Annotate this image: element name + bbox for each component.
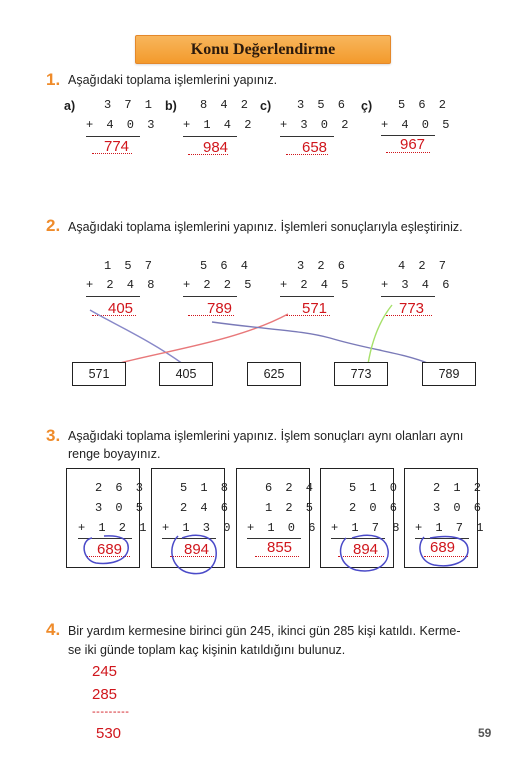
addend-top: 3 2 6 <box>297 259 349 273</box>
row-2: 2 0 6 <box>349 501 401 515</box>
answer: 789 <box>207 300 233 317</box>
page-number: 59 <box>478 726 492 740</box>
row-3: + 1 7 1 <box>415 521 487 535</box>
answer: 774 <box>104 138 130 155</box>
q1-instruction: Aşağıdaki toplama işlemlerini yapınız. <box>68 73 278 87</box>
answer: 689 <box>97 541 123 558</box>
row-2: 3 0 5 <box>95 501 147 515</box>
addend-bottom: + 4 0 3 <box>86 118 158 132</box>
circle-894-b <box>341 535 389 571</box>
work-line: --------- <box>92 706 130 718</box>
row-3: + 1 0 6 <box>247 521 319 535</box>
answer: 689 <box>430 539 456 556</box>
answer: 984 <box>203 139 229 156</box>
page-title: Konu Değerlendirme <box>135 35 391 64</box>
addend-top: 1 5 7 <box>104 259 156 273</box>
row-3: + 1 2 1 <box>78 521 150 535</box>
q1-number: 1. <box>46 70 61 89</box>
addend-top: 4 2 7 <box>398 259 450 273</box>
item-label: a) <box>64 99 76 113</box>
row-2: 1 2 5 <box>265 501 317 515</box>
q4-number: 4. <box>46 620 61 639</box>
row-1: 5 1 8 <box>180 481 232 495</box>
circle-894-a <box>172 535 216 573</box>
row-1: 2 6 3 <box>95 481 147 495</box>
item-label: ç) <box>361 99 373 113</box>
addend-top: 3 7 1 <box>104 98 156 112</box>
answer: 773 <box>399 300 425 317</box>
answer: 571 <box>302 300 328 317</box>
q3-number: 3. <box>46 426 61 445</box>
row-1: 2 1 2 <box>433 481 485 495</box>
addend-top: 5 6 4 <box>200 259 252 273</box>
addend-top: 5 6 2 <box>398 98 450 112</box>
addend-bottom: + 2 4 5 <box>280 278 352 292</box>
row-3: + 1 7 8 <box>331 521 403 535</box>
result-box[interactable]: 625 <box>247 362 301 386</box>
row-3: + 1 3 0 <box>162 521 234 535</box>
row-1: 5 1 0 <box>349 481 401 495</box>
circle-689-b <box>420 537 468 566</box>
result-box[interactable]: 789 <box>422 362 476 386</box>
q4-instruction-line1: Bir yardım kermesine birinci gün 245, ikinci gün 285 kişi katıldı. Kerme- <box>68 624 461 638</box>
addend-bottom: + 3 4 6 <box>381 278 453 292</box>
work-number-2: 285 <box>92 686 118 703</box>
item-label: b) <box>165 99 177 113</box>
addend-bottom: + 1 4 2 <box>183 118 255 132</box>
result-box[interactable]: 405 <box>159 362 213 386</box>
row-2: 2 4 6 <box>180 501 232 515</box>
addend-top: 8 4 2 <box>200 98 252 112</box>
addend-top: 3 5 6 <box>297 98 349 112</box>
result-box[interactable]: 571 <box>72 362 126 386</box>
work-number-1: 245 <box>92 663 118 680</box>
answer: 967 <box>400 136 426 153</box>
addend-bottom: + 3 0 2 <box>280 118 352 132</box>
q4-instruction-line2: se iki günde toplam kaç kişinin katıldığını bulunuz. <box>68 643 346 657</box>
answer: 855 <box>267 539 293 556</box>
q2-instruction: Aşağıdaki toplama işlemlerini yapınız. İşlemleri sonuçlarıyla eşleştiriniz. <box>68 220 463 234</box>
answer: 894 <box>184 541 210 558</box>
work-sum: 530 <box>96 725 122 742</box>
addend-bottom: + 2 2 5 <box>183 278 255 292</box>
q2-number: 2. <box>46 216 61 235</box>
q3-instruction-line1: Aşağıdaki toplama işlemlerini yapınız. İşlem sonuçları aynı olanları aynı <box>68 429 464 443</box>
answer: 658 <box>302 139 328 156</box>
item-label: c) <box>260 99 272 113</box>
addend-bottom: + 2 4 8 <box>86 278 158 292</box>
row-1: 6 2 4 <box>265 481 317 495</box>
answer: 405 <box>108 300 134 317</box>
q3-instruction-line2: renge boyayınız. <box>68 447 161 461</box>
addend-bottom: + 4 0 5 <box>381 118 453 132</box>
circle-689-a <box>84 536 128 564</box>
row-2: 3 0 6 <box>433 501 485 515</box>
answer: 894 <box>353 541 379 558</box>
result-box[interactable]: 773 <box>334 362 388 386</box>
